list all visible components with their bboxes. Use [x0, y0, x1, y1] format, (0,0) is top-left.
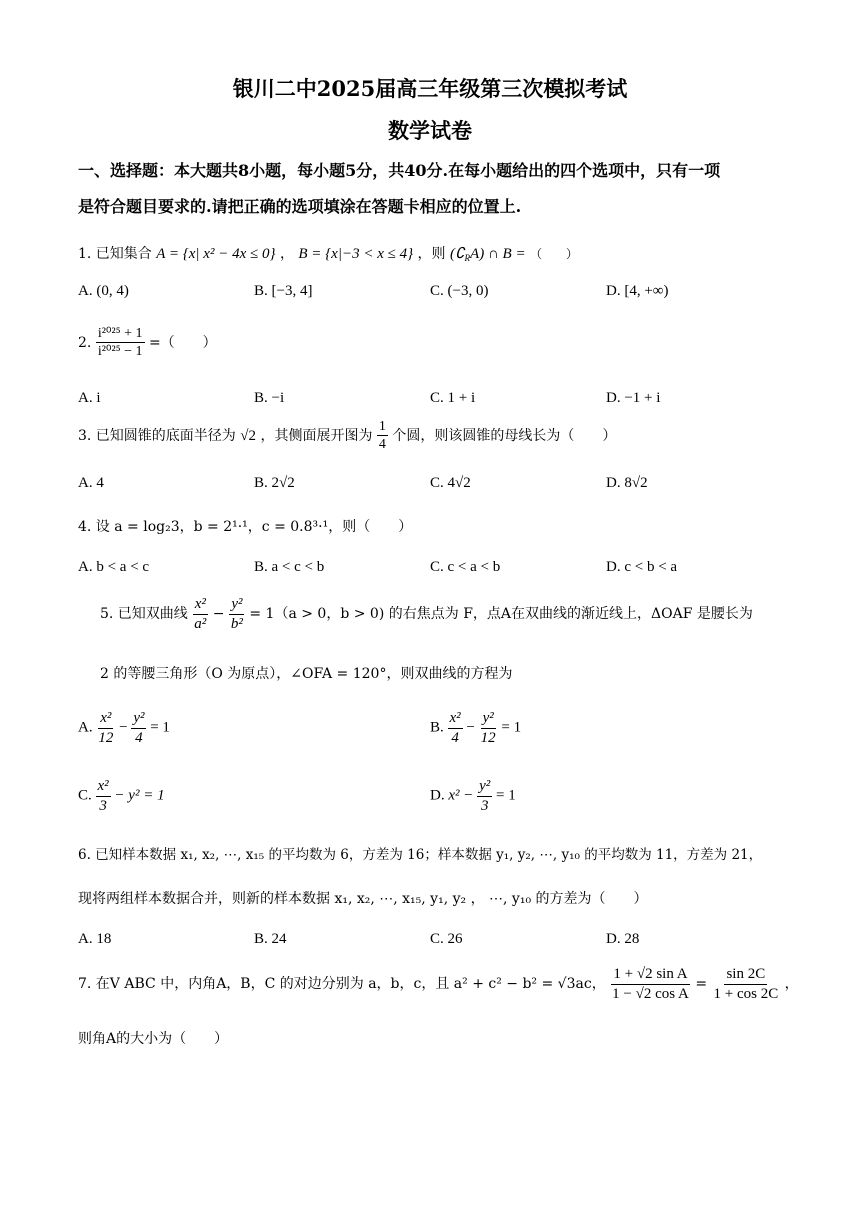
q2-option-a: A. i: [78, 390, 101, 406]
q1-sep: ，: [279, 246, 294, 262]
q4-option-a: A. b < a < c: [78, 559, 150, 575]
q6-option-c: C. 26: [430, 931, 463, 947]
q2-option-b: B. −i: [254, 390, 285, 406]
q1-option-d: D. [4, +∞): [606, 283, 669, 299]
question-7-stem: [78, 966, 799, 1002]
q5a-n1: x²: [98, 710, 113, 729]
q7-left-den: 1 − √2 cos A: [612, 985, 689, 1002]
q3-stem-b: ，其侧面展开图为: [260, 427, 373, 444]
q5a-label: A.: [78, 719, 93, 736]
q5a-frac-y: [131, 710, 146, 746]
q5-num-x: x²: [193, 596, 208, 615]
question-4-stem: 4. 设 a = log₂3，b = 2¹·¹，c = 0.8³·¹，则（ ）: [78, 519, 413, 535]
q7-comma: ，: [784, 976, 799, 992]
q5-stem-b: = 1（a > 0，b > 0) 的右焦点为 F，点A在双曲线的渐近线上，ΔOAF 是腰长为: [249, 606, 753, 622]
q7-eq: =: [695, 976, 708, 992]
q3-option-a: A. 4: [78, 475, 104, 491]
q5c-d1: 3: [99, 797, 107, 814]
q5c-tail: − y² = 1: [114, 787, 165, 804]
q3-fraction: [377, 419, 388, 453]
q3-option-d: D. 8√2: [606, 475, 648, 491]
q7-left-num: 1 + √2 sin A: [611, 966, 689, 985]
section-instruction-line1: 一、选择题：本大题共8小题，每小题5分，共40分.在每小题给出的四个选项中，只有一项: [78, 161, 721, 180]
q6-option-d: D. 28: [606, 931, 640, 947]
q2-denominator: i²⁰²⁵ − 1: [97, 344, 143, 360]
q6-option-a: A. 18: [78, 931, 112, 947]
q3-stem-a: 3. 已知圆锥的底面半径为: [78, 427, 236, 444]
question-5-stem-cont: 2 的等腰三角形（O 为原点），∠OFA = 120°，则双曲线的方程为: [100, 666, 513, 682]
q5-fraction-y: [229, 596, 245, 632]
page-title: 银川二中2025届高三年级第三次模拟考试: [232, 76, 628, 101]
q2-option-c: C. 1 + i: [430, 390, 476, 406]
q5-option-c: [78, 778, 165, 814]
q5b-n2: y²: [481, 710, 496, 729]
q1-complement: [450, 246, 526, 262]
q5c-frac-x: [96, 778, 111, 814]
q5b-frac-y: [479, 710, 498, 746]
q5-den-x: a²: [194, 615, 207, 632]
q1-complement-close: A) ∩ B =: [470, 246, 526, 262]
q5d-tail: = 1: [496, 787, 516, 804]
q5d-frac-y: [477, 778, 492, 814]
question-3-stem: [78, 419, 616, 453]
q5-num-y: y²: [229, 596, 244, 615]
q1-stem-a: 1. 已知集合: [78, 246, 152, 262]
q7-fraction-right: [712, 966, 781, 1002]
q1-complement-open: (∁: [450, 246, 465, 262]
question-7-stem-cont: 则角A的大小为（ ）: [78, 1031, 229, 1047]
q5b-d2: 12: [480, 729, 496, 746]
q3-option-c: C. 4√2: [430, 475, 471, 491]
question-2-stem: [78, 326, 217, 360]
q3-numerator: 1: [377, 419, 388, 436]
q5c-label: C.: [78, 787, 92, 804]
q5-option-d: [430, 778, 516, 814]
q5b-d1: 4: [451, 729, 459, 746]
q5d-pre: x² −: [448, 787, 474, 804]
question-6-stem: 6. 已知样本数据 x₁, x₂, ⋯, x₁₅ 的平均数为 6，方差为 16；样本数据 y₁, y₂, ⋯, y₁₀ 的平均数为 11，方差为 21，: [78, 847, 763, 863]
q5d-label: D.: [430, 787, 445, 804]
question-5-stem: 5. 已知双曲线 $\frac{\text{x²}}{\text{a²}}$ − $\frac{\text{y²}}{\text{b²}}$ = 1（a > 0，b > 0) 的右焦点为 F，点A在双曲线的渐近线上，ΔOAF 是腰长为: [100, 596, 753, 632]
q5-stem-a: 5. 已知双曲线: [100, 606, 188, 622]
q5b-tail: = 1: [501, 719, 522, 736]
q5-option-a: A. $\frac{\text{x²}}{12}$ − $\frac{\text{y²}}{4}$ = 1: [78, 710, 170, 746]
q5a-tail: = 1: [150, 719, 170, 736]
q7-right-den: 1 + cos 2C: [713, 985, 779, 1002]
q2-stem-a: 2.: [78, 334, 92, 351]
q5d-d2: 3: [480, 797, 489, 814]
q1-paren: （ ）: [530, 247, 579, 261]
section-instruction-line2: 是符合题目要求的.请把正确的选项填涂在答题卡相应的位置上.: [78, 197, 522, 216]
question-1-stem: [78, 247, 578, 263]
q5-fraction-x: [192, 596, 208, 632]
q6-option-b: B. 24: [254, 931, 287, 947]
q1-option-c: C. (−3, 0): [430, 283, 489, 299]
q5b-frac-x: [448, 710, 463, 746]
q1-option-b: B. [−3, 4]: [254, 283, 313, 299]
q5d-n2: y²: [477, 778, 492, 797]
q3-denominator: 4: [378, 437, 386, 453]
q4-option-d: D. c < b < a: [606, 559, 678, 575]
q1-stem-b: ，则: [417, 246, 446, 262]
q5-den-y: b²: [230, 615, 243, 632]
q7-right-num: sin 2C: [724, 966, 767, 985]
q4-option-c: C. c < a < b: [430, 559, 501, 575]
q1-set-b: B = {x|−3 < x ≤ 4}: [298, 246, 414, 262]
q3-option-b: B. 2√2: [254, 475, 295, 491]
q1-set-a: A = {x| x² − 4x ≤ 0}: [156, 246, 276, 262]
q5b-label: B.: [430, 719, 444, 736]
q2-stem-b: =（ ）: [148, 334, 217, 351]
q5b-n1: x²: [448, 710, 463, 729]
q7-stem-a: 7. 在V ABC 中，内角A，B，C 的对边分别为 a，b，c，且 a² + c² − b² = √3ac，: [78, 976, 606, 992]
q2-numerator: i²⁰²⁵ + 1: [96, 326, 145, 343]
q5a-d1: 12: [98, 729, 114, 746]
q3-stem-c: 个圆，则该圆锥的母线长为（ ）: [392, 427, 617, 444]
q2-option-d: D. −1 + i: [606, 390, 661, 406]
q1-complement-sub: R: [464, 253, 471, 263]
q5c-n1: x²: [96, 778, 111, 797]
q3-radius: √2: [240, 427, 256, 444]
q1-option-a: A. (0, 4): [78, 283, 129, 299]
q4-option-b: B. a < c < b: [254, 559, 325, 575]
q5a-n2: y²: [131, 710, 146, 729]
q2-fraction: [96, 326, 145, 360]
question-6-stem-cont: 现将两组样本数据合并，则新的样本数据 x₁, x₂, ⋯, x₁₅, y₁, y₂ ， ⋯, y₁₀ 的方差为（ ）: [78, 891, 648, 907]
q5a-frac-x: [96, 710, 115, 746]
q5a-d2: 4: [135, 729, 143, 746]
q7-fraction-left: [610, 966, 691, 1002]
q5-option-b: B. $\frac{\text{x²}}{4}$ − $\frac{\text{y²}}{12}$ = 1: [430, 710, 522, 746]
page-subtitle: 数学试卷: [388, 118, 472, 143]
